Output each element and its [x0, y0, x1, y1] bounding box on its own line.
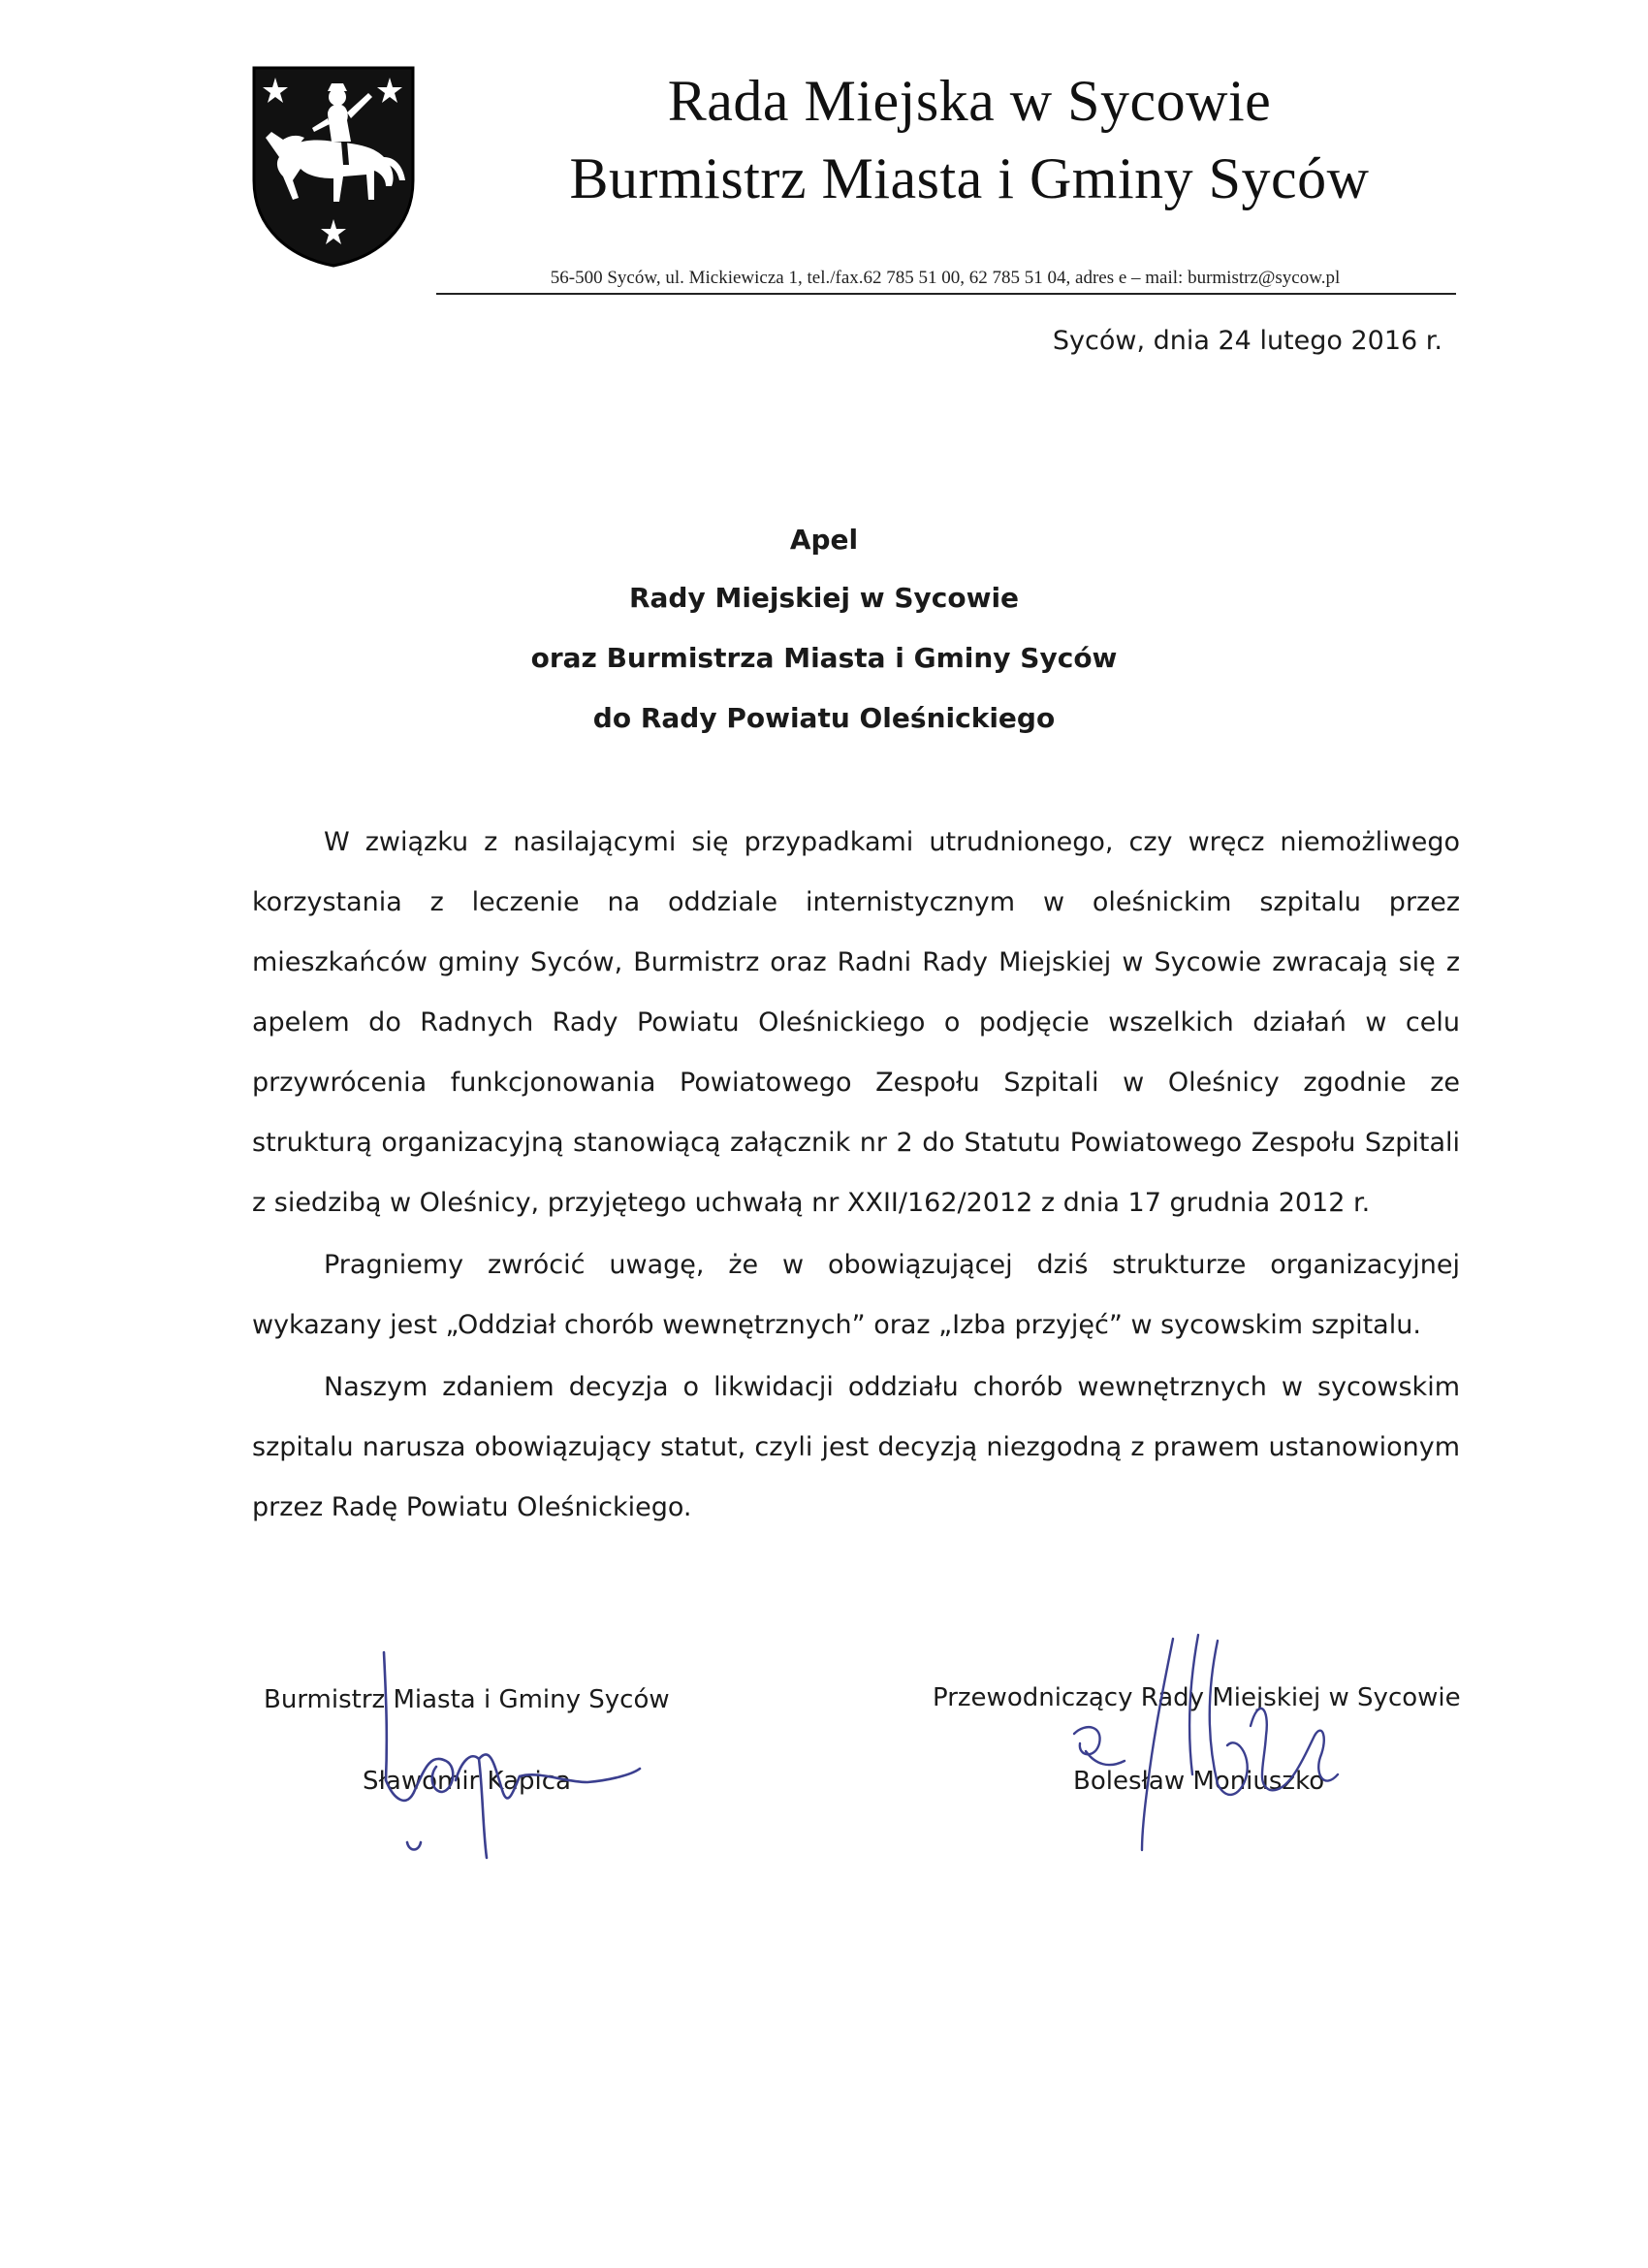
heading-appeal: Apel [789, 524, 859, 556]
letterhead-address: 56-500 Syców, ul. Mickiewicza 1, tel./fax.62 785 51 00, 62 785 51 04, adres e – mail: burmistrz@sycow.pl [550, 268, 1341, 288]
org-title-council: Rada Miejska w Sycowie [667, 69, 1272, 133]
letterhead-divider [436, 293, 1456, 295]
body-paragraph-1: W związku z nasilającymi się przypadkami utrudnionego, czy wręcz niemożliwego korzystania z leczenie na oddziale internistycznym w oleśnickim szpitalu przez mieszkańców gminy Syców, Burmistrz oraz Radni Rady Miejskiej w Sycowie zwracają się z apelem do Radnych Rady Powiatu Oleśnickiego o podjęcie wszelkich działań w celu przywrócenia funkcjonowania Powiatowego Zespołu Szpitali w Oleśnicy zgodnie ze strukturą organizacyjną stanowiącą załącznik nr 2 do Statutu Powiatowego Zespołu Szpitali z siedzibą w Oleśnicy, przyjętego uchwałą nr XXII/162/2012 z dnia 17 grudnia 2012 r. [252, 827, 1460, 1218]
heading-line3: oraz Burmistrza Miasta i Gminy Syców [530, 642, 1118, 674]
heading-line4: do Rady Powiatu Oleśnickiego [592, 702, 1056, 734]
signature-left-role: Burmistrz Miasta i Gminy Syców [264, 1685, 670, 1714]
body-paragraph-3: Naszym zdaniem decyzja o likwidacji oddziału chorób wewnętrznych w sycowskim szpitalu narusza obowiązujący statut, czyli jest decyzją niezgodną z prawem ustanowionym przez Radę Powiatu Oleśnickiego. [252, 1372, 1460, 1522]
org-title-mayor: Burmistrz Miasta i Gminy Syców [569, 146, 1370, 210]
signature-right-role: Przewodniczący Rady Miejskiej w Sycowie [933, 1683, 1461, 1712]
signature-right-name: Bolesław Moniuszko [1073, 1767, 1325, 1796]
heading-line2: Rady Miejskiej w Sycowie [628, 582, 1020, 614]
letter-body [252, 813, 1460, 1540]
body-paragraph-2: Pragniemy zwrócić uwagę, że w obowiązującej dziś strukturze organizacyjnej wykazany jest „Oddział chorób wewnętrznych” oraz „Izba przyjęć” w sycowskim szpitalu. [252, 1250, 1460, 1340]
handwritten-signature-right [1028, 1629, 1396, 1862]
letter-date: Syców, dnia 24 lutego 2016 r. [1052, 326, 1442, 356]
signature-left-name: Sławomir Kapica [363, 1767, 571, 1796]
coat-of-arms-icon [250, 64, 417, 270]
handwritten-signature-left [349, 1645, 659, 1868]
